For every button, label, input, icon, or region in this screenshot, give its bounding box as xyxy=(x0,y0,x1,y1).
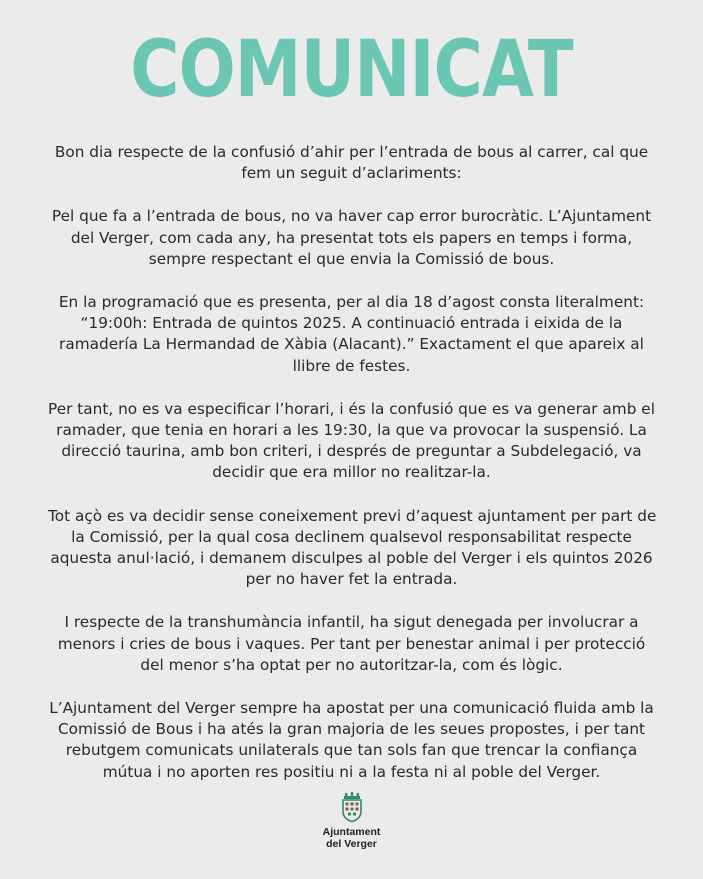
paragraph-line: L’Ajuntament del Verger sempre ha apostat per una comunicació fluida amb la xyxy=(49,699,654,718)
announcement-body xyxy=(48,142,655,805)
paragraph-line: sempre respectant el que envia la Comissió de bous. xyxy=(148,249,555,268)
paragraph-line: per no haver fet la entrada. xyxy=(245,570,458,589)
paragraph-line: Per tant, no es va especificar l’horari, i és la confusió que es va generar amb el xyxy=(48,399,655,418)
logo-wordmark xyxy=(0,826,703,850)
paragraph-line: ramadería La Hermandad de Xàbia (Alacant).” Exactament el que apareix al xyxy=(59,335,644,354)
paragraph-line: fem un seguit d’aclariments: xyxy=(241,164,462,183)
paragraph-line: direcció taurina, amb bon criteri, i després de preguntar a Subdelegació, va xyxy=(61,442,642,461)
paragraph-line: mútua i no aporten res positiu ni a la festa ni al poble del Verger. xyxy=(102,762,601,781)
paragraph xyxy=(48,506,655,591)
paragraph xyxy=(48,292,655,377)
paragraph-line: aquesta anul·lació, i demanem disculpes al poble del Verger i els quintos 2026 xyxy=(50,549,653,568)
paragraph-line: menors i cries de bous i vaques. Per tant per benestar animal i per protecció xyxy=(57,634,646,653)
paragraph-line: decidir que era millor no realitzar-la. xyxy=(212,463,491,482)
paragraph-line: En la programació que es presenta, per al dia 18 d’agost consta literalment: xyxy=(58,293,645,312)
paragraph xyxy=(48,399,655,484)
paragraph xyxy=(48,612,655,676)
logo-line-1: Ajuntament xyxy=(322,826,381,838)
paragraph-line: Bon dia respecte de la confusió d’ahir per l’entrada de bous al carrer, cal que xyxy=(54,143,649,161)
paragraph xyxy=(48,206,655,270)
paragraph-line: rebutgem comunicats unilaterals que tan sols fan que trencar la confiança xyxy=(65,741,638,760)
coat-of-arms-icon xyxy=(341,792,363,822)
paragraph-line: ramader, que tenia en horari a les 19:30, la que va provocar la suspensió. La xyxy=(56,421,647,440)
paragraph-line: Tot açò es va decidir sense coneixement previ d’aquest ajuntament per part de xyxy=(48,506,657,525)
paragraph-line: llibre de festes. xyxy=(292,356,411,375)
paragraph-line: del menor s’ha optat per no autoritzar-la, com és lògic. xyxy=(140,655,563,674)
paragraph xyxy=(48,142,655,184)
paragraph-line: “19:00h: Entrada de quintos 2025. A continuació entrada i eixida de la xyxy=(80,314,623,333)
paragraph xyxy=(48,698,655,783)
paragraph-line: Comissió de Bous i ha atés la gran majoria de les seues propostes, i per tant xyxy=(57,720,646,739)
town-hall-logo xyxy=(0,792,703,850)
page-title: COMUNICAT xyxy=(130,25,573,115)
paragraph-line: I respecte de la transhumància infantil, ha sigut denegada per involucrar a xyxy=(64,613,639,632)
paragraph-line: del Verger, com cada any, ha presentat tots els papers en temps i forma, xyxy=(70,228,633,247)
paragraph-line: Pel que fa a l’entrada de bous, no va haver cap error burocràtic. L’Ajuntament xyxy=(51,207,652,226)
logo-line-2: del Verger xyxy=(326,838,377,850)
paragraph-line: la Comissió, per la qual cosa declinem qualsevol responsabilitat respecte xyxy=(71,527,632,546)
